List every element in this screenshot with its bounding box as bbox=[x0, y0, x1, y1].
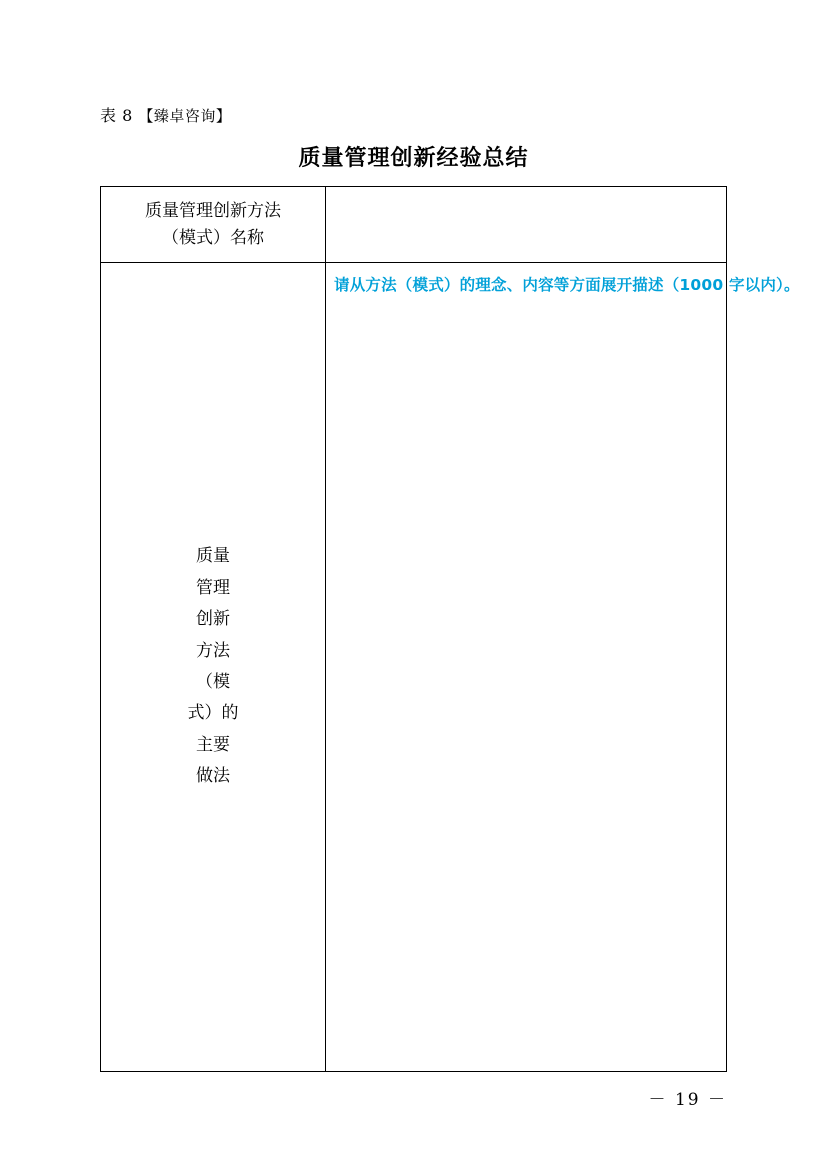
field-value-method-name[interactable] bbox=[326, 187, 727, 263]
table-row bbox=[101, 187, 727, 263]
side-label-line-4: 方法 bbox=[196, 640, 230, 661]
page-number: － 19 － bbox=[648, 1090, 727, 1110]
table-label bbox=[100, 103, 231, 126]
table-row bbox=[101, 263, 727, 1072]
side-label-line-3: 创新 bbox=[196, 609, 230, 630]
field-label-main-practices bbox=[101, 263, 326, 1072]
field-hint-main-practices: 请从方法（模式）的理念、内容等方面展开描述（1000 字以内）。 bbox=[334, 276, 800, 294]
side-label-line-5: （模 bbox=[196, 672, 230, 692]
field-label-line1: 质量管理创新方法 bbox=[145, 201, 281, 222]
field-value-main-practices[interactable] bbox=[326, 263, 800, 1072]
side-label-line-6: 式）的 bbox=[187, 703, 239, 724]
side-label-line-2: 管理 bbox=[196, 577, 230, 598]
brand-tag: 【臻卓咨询】 bbox=[138, 107, 232, 125]
quality-innovation-form bbox=[100, 186, 800, 1072]
side-label-line-7: 主要 bbox=[196, 734, 230, 755]
side-label-line-1: 质量 bbox=[196, 546, 230, 567]
table-number: 表 8 bbox=[100, 106, 133, 125]
field-label-line2: （模式）名称 bbox=[162, 227, 264, 248]
side-label-line-8: 做法 bbox=[196, 766, 230, 787]
page-title: 质量管理创新经验总结 bbox=[298, 146, 529, 171]
field-label-method-name bbox=[101, 187, 326, 263]
